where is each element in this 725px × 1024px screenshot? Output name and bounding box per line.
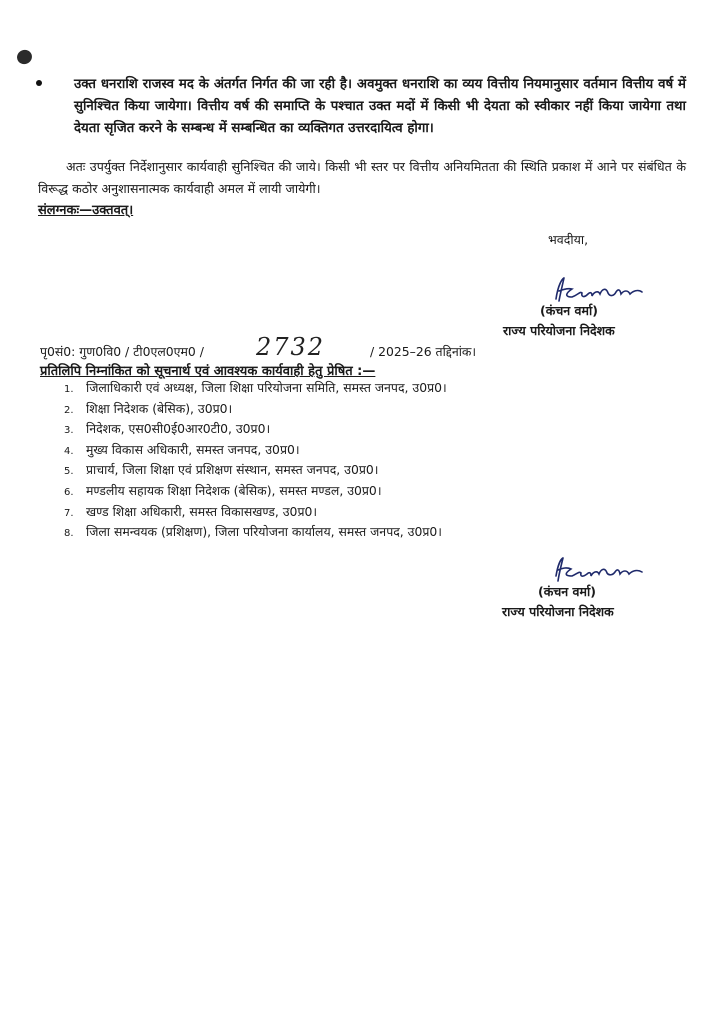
copy-to-item — [64, 378, 447, 399]
copy-to-list — [64, 378, 447, 543]
copy-to-heading: प्रतिलिपि निम्नांकित को सूचनार्थ एवं आवश्यक कार्यवाही हेतु प्रेषित :— — [40, 364, 376, 379]
reference-line — [40, 333, 700, 363]
reference-suffix: / 2025–26 तद्दिनांक। — [370, 344, 477, 359]
copy-to-item — [64, 440, 447, 461]
copy-item-text: निदेशक, एस0सी0ई0आर0टी0, उ0प्र0। — [86, 421, 271, 437]
closing-salutation: भवदीया, — [548, 232, 589, 247]
copy-item-text: खण्ड शिक्षा अधिकारी, समस्त विकासखण्ड, उ0प्र0। — [86, 503, 318, 519]
copy-item-number: 1. — [64, 384, 74, 395]
copy-item-number: 6. — [64, 486, 74, 498]
copy-item-number: 8. — [64, 528, 74, 540]
copy-to-item — [64, 502, 447, 523]
copy-item-text: जिला समन्वयक (प्रशिक्षण), जिला परियोजना कार्यालय, समस्त जनपद, उ0प्र0। — [86, 524, 442, 540]
reference-number-handwritten: 2732 — [256, 333, 326, 361]
punch-hole-mark — [15, 48, 34, 66]
signatory-name: (कंचन वर्मा) — [538, 584, 596, 599]
instruction-paragraph: अतः उपर्युक्त निर्देशानुसार कार्यवाही सुनिश्चित की जाये। किसी भी स्तर पर वित्तीय अनियमितता की स्थिति प्रकाश में आने पर संबंधित के विरूद्ध कठोर अनुशासनात्मक कार्यवाही अमल में लायी जायेगी। — [38, 159, 686, 196]
copy-item-number: 3. — [64, 425, 74, 437]
signatory-designation: राज्य परियोजना निदेशक — [502, 604, 614, 619]
enclosure-line: संलग्नकः—उक्तवत्। — [38, 203, 134, 218]
reference-prefix: पृ0सं0: गुण0वि0 / टी0एल0एम0 / — [40, 344, 204, 359]
copy-to-item — [64, 460, 447, 481]
bullet-paragraph: उक्त धनराशि राजस्व मद के अंतर्गत निर्गत की जा रही है। अवमुक्त धनराशि का व्यय वित्तीय नियमानुसार वर्तमान वित्तीय वर्ष में सुनिश्चित किया जायेगा। वित्तीय वर्ष की समाप्ति के पश्चात उक्त मदों में किसी भी देयता को स्वीकार नहीं किया जायेगा तथा देयता सृजित करने के सम्बन्ध में सम्बन्धित का व्यक्तिगत उत्तरदायित्व होगा। — [74, 77, 686, 136]
copy-item-number: 2. — [64, 404, 74, 416]
copy-to-item — [64, 481, 447, 502]
copy-item-number: 5. — [64, 466, 74, 478]
copy-to-item — [64, 522, 447, 543]
copy-item-text: शिक्षा निदेशक (बेसिक), उ0प्र0। — [86, 400, 233, 416]
copy-to-item — [64, 399, 447, 420]
copy-item-text: मण्डलीय सहायक शिक्षा निदेशक (बेसिक), समस्त मण्डल, उ0प्र0। — [86, 482, 382, 498]
copy-item-number: 7. — [64, 507, 74, 519]
copy-item-text: मुख्य विकास अधिकारी, समस्त जनपद, उ0प्र0। — [86, 441, 300, 457]
copy-item-number: 4. — [64, 445, 74, 457]
copy-item-text: जिलाधिकारी एवं अध्यक्ष, जिला शिक्षा परियोजना समिति, समस्त जनपद, उ0प्र0। — [86, 380, 447, 395]
signatory-designation: राज्य परियोजना निदेशक — [503, 323, 615, 338]
copy-item-text: प्राचार्य, जिला शिक्षा एवं प्रशिक्षण संस्थान, समस्त जनपद, उ0प्र0। — [86, 462, 379, 478]
signatory-name: (कंचन वर्मा) — [540, 303, 598, 318]
bullet-icon — [36, 80, 42, 86]
copy-to-item — [64, 419, 447, 440]
